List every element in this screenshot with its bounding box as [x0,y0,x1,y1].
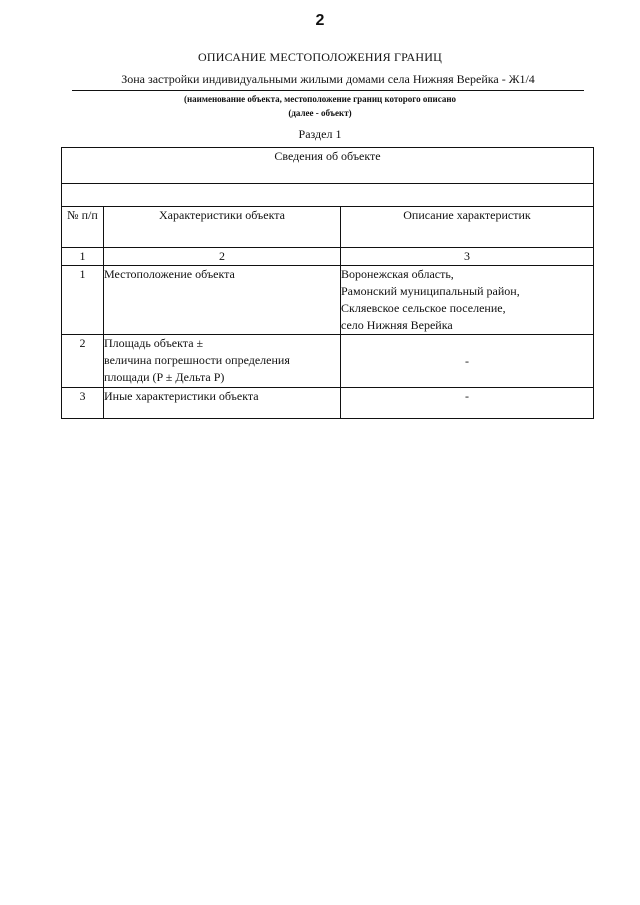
characteristic-line: величина погрешности определения [104,353,290,367]
row-characteristic: Местоположение объекта [104,266,341,335]
column-header-characteristic: Характеристики объекта [104,207,341,248]
document-title: ОПИСАНИЕ МЕСТОПОЛОЖЕНИЯ ГРАНИЦ [198,50,442,64]
object-caption-line-1: (наименование объекта, местоположение границ которого описано [183,94,457,104]
index-cell: 1 [62,248,104,266]
section-heading: Раздел 1 [298,127,342,141]
table-title: Сведения об объекте [62,148,594,184]
row-description: - [341,388,594,419]
index-cell: 2 [104,248,341,266]
row-characteristic [104,335,341,388]
object-name-underline [72,90,584,91]
table-title-row [62,148,594,184]
column-header-num: № п/п [62,207,104,248]
row-description: - [341,335,594,388]
table-empty-row [62,184,594,207]
page-number: 2 [315,12,325,29]
object-name: Зона застройки индивидуальными жилыми домами села Нижняя Верейка - Ж1/4 [121,72,535,86]
object-caption-line-2: (далее - объект) [288,108,352,118]
table-row [62,335,594,388]
description-line: Скляевское сельское поселение, [341,301,506,315]
column-header-description: Описание характеристик [341,207,594,248]
table-row [62,266,594,335]
row-characteristic: Иные характеристики объекта [104,388,341,419]
row-number: 2 [62,335,104,388]
row-number: 3 [62,388,104,419]
characteristic-line: площади (P ± Дельта P) [104,370,225,384]
row-number: 1 [62,266,104,335]
object-info-table [61,147,594,419]
characteristic-line: Площадь объекта ± [104,336,204,350]
description-line: село Нижняя Верейка [341,318,453,332]
description-line: Рамонский муниципальный район, [341,284,520,298]
table-row [62,388,594,419]
table-index-row [62,248,594,266]
table-empty-cell [62,184,594,207]
index-cell: 3 [341,248,594,266]
table-header-row [62,207,594,248]
description-line: Воронежская область, [341,267,454,281]
row-description [341,266,594,335]
